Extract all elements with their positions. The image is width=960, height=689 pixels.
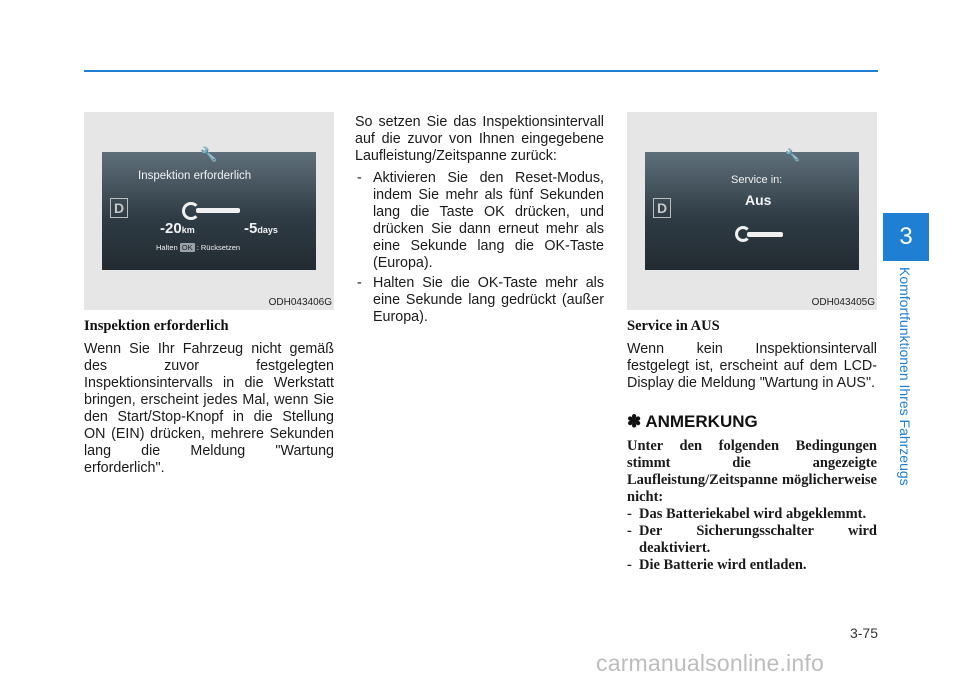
cluster-display — [102, 146, 316, 270]
wrench-icon: 🔧 — [200, 146, 218, 162]
ok-key-badge: OK — [181, 243, 193, 252]
section-heading: Inspektion erforderlich — [84, 318, 229, 334]
screen-title: Inspektion erforderlich — [138, 170, 252, 182]
section-body: Wenn Sie Ihr Fahrzeug nicht gemäß des zuvor festgelegten Inspektionsintervalls in die Werkstatt bringen, erscheint jedes Mal, wenn Sie den Start/Stop-Knopf in die Stellung ON (EIN) drücken, mehrere Sekunden lang die Meldung "Wartung erforderlich". — [84, 341, 334, 476]
figure-code: ODH043406G — [268, 297, 332, 308]
list-item: - Die Batterie wird entladen. — [627, 557, 807, 573]
list-item: - Das Batteriekabel wird abgeklemmt. — [627, 506, 867, 522]
km-value: -20 — [160, 220, 182, 237]
reset-hint — [156, 243, 240, 252]
figure-inspection-required — [84, 112, 334, 310]
note-title: ✽ ANMERKUNG — [627, 412, 758, 431]
list-item: - Aktivieren Sie den Reset-Modus, indem Sie mehr als fünf Sekunden lang die Taste OK drücken, und drücken Sie dann erneut mehr als eine Sekunde lang die OK-Taste (Europa). — [357, 170, 604, 271]
wrench-icon: 🔧 — [785, 148, 800, 162]
note-intro: Unter den folgenden Bedingungen stimmt die angezeigte Laufleistung/Zeitspanne möglicherweise nicht: — [627, 438, 877, 505]
watermark: carmanualsonline.info — [596, 650, 824, 676]
cluster-display — [645, 148, 859, 270]
days-remaining — [244, 220, 278, 237]
chapter-tab: 3 — [883, 213, 929, 261]
note-list — [627, 506, 877, 574]
days-unit: days — [257, 225, 278, 235]
list-item: - Halten Sie die OK-Taste mehr als eine Sekunde lang gedrückt (außer Europa). — [357, 275, 604, 325]
top-rule — [84, 70, 878, 72]
column-right — [627, 112, 877, 574]
wrench-icon — [735, 228, 785, 242]
wrench-icon — [182, 204, 242, 218]
service-label: Service in: — [731, 174, 783, 186]
gear-badge: D — [110, 198, 128, 218]
gear-badge: D — [653, 198, 671, 218]
reset-intro: So setzen Sie das Inspektionsintervall auf die zuvor von Ihnen eingegebene Laufleistung/Zeitspanne zurück: — [355, 114, 604, 164]
column-left — [84, 112, 334, 477]
reset-steps — [355, 170, 604, 326]
hint-hold: Halten — [156, 243, 178, 252]
column-middle — [355, 114, 604, 326]
service-value: Aus — [745, 192, 772, 208]
page-number: 3-75 — [849, 625, 878, 641]
section-body: Wenn kein Inspektionsintervall festgelegt ist, erscheint auf dem LCD-Display die Meldung "Wartung in AUS". — [627, 341, 877, 391]
distance-remaining — [160, 220, 195, 237]
list-item: - Der Sicherungsschalter wird deaktiviert. — [627, 523, 877, 556]
hint-reset: : Rücksetzen — [196, 243, 241, 252]
days-value: -5 — [244, 220, 258, 237]
figure-code: ODH043405G — [811, 297, 875, 308]
section-heading: Service in AUS — [627, 318, 720, 334]
figure-service-off — [627, 112, 877, 310]
km-unit: km — [181, 225, 195, 235]
